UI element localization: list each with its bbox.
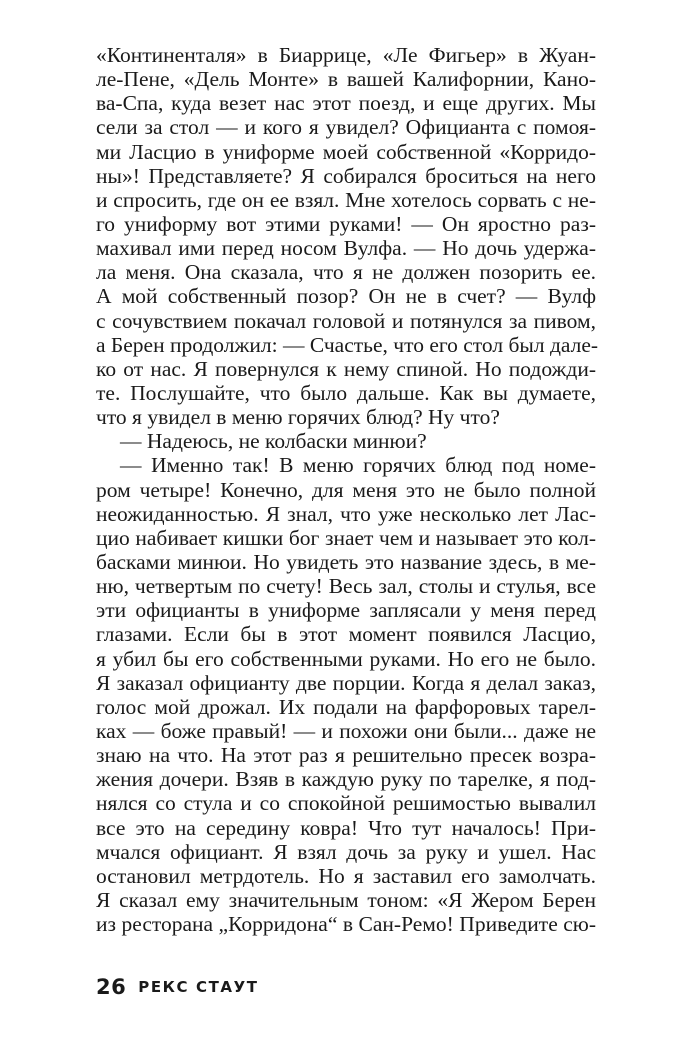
text-line: «Континенталя» в Биаррице, «Ле Фигьер» в Жуан-: [96, 43, 596, 67]
text-line: Я сказал ему значительным тоном: «Я Жером Берен: [96, 887, 596, 912]
text-line: с сочувствием покачал головой и потянулся за пивом,: [96, 308, 596, 333]
text-line: я убил бы его собственными руками. Но его не было.: [96, 646, 596, 671]
text-line: знаю на что. На этот раз я решительно пресек возра-: [96, 743, 596, 768]
text-line: что я увидел в меню горячих блюд? Ну что?: [96, 405, 500, 430]
text-line: го униформу вот этими руками! — Он яростно раз-: [96, 211, 596, 236]
text-line: неожиданностью. Я знал, что уже несколько лет Лас-: [96, 501, 596, 526]
text-line: ми Ласцио в униформе моей собственной «Корридо-: [96, 139, 596, 164]
text-line: а Берен продолжил: — Счастье, что его стол был дале-: [96, 332, 599, 357]
text-line: эти официанты в униформе заплясали у меня перед: [96, 598, 596, 623]
text-line: А мой собственный позор? Он не в счет? — Вулф: [96, 284, 596, 309]
text-line: из ресторана „Корридона“ в Сан-Ремо! Приведите сю-: [96, 912, 596, 937]
text-line: жения дочери. Взяв в каждую руку по тарелке, я под-: [96, 767, 596, 792]
text-line: ле-Пене, «Дель Монте» в вашей Калифорнии, Кано-: [96, 67, 596, 92]
text-line: ром четыре! Конечно, для меня это не было полной: [96, 477, 596, 502]
text-line: ла меня. Она сказала, что я не должен позорить ее.: [96, 260, 596, 285]
text-line: цио набивает кишки бог знает чем и называет это кол-: [96, 525, 596, 550]
page-footer: [96, 972, 259, 1002]
running-head-author: РЕКС СТАУТ: [138, 978, 259, 996]
text-line: махивал ими перед носом Вулфа. — Но дочь удержа-: [96, 236, 596, 261]
body-text: [96, 43, 599, 937]
text-line: остановил метрдотель. Но я заставил его замолчать.: [96, 863, 596, 888]
text-line: нялся со стула и со спокойной решимостью вывалил: [96, 791, 596, 816]
text-line: мчался официант. Я взял дочь за руку и ушел. Нас: [96, 839, 596, 864]
text-line: все это на середину ковра! Что тут началось! При-: [96, 815, 596, 840]
text-line: сели за стол — и кого я увидел? Официанта с помоя-: [96, 115, 596, 140]
text-line: голос мой дрожал. Их подали на фарфоровых тарел-: [96, 694, 596, 719]
dialogue-line: — Именно так! В меню горячих блюд под номе-: [120, 453, 596, 478]
text-line: ны»! Представляете? Я собирался броситься на него: [96, 163, 596, 188]
text-line: и спросить, где он ее взял. Мне хотелось сорвать с не-: [96, 187, 596, 212]
text-line: ко от нас. Я повернулся к нему спиной. Но подожди-: [96, 356, 596, 381]
text-line: ках — боже правый! — и похожи они были... даже не: [96, 718, 596, 743]
text-line: ню, четвертым по счету! Весь зал, столы и стулья, все: [96, 574, 596, 599]
text-line: Я заказал официанту две порции. Когда я делал заказ,: [96, 670, 596, 695]
text-line: глазами. Если бы в этот момент появился Ласцио,: [96, 622, 596, 647]
text-line: те. Послушайте, что было дальше. Как вы думаете,: [96, 380, 596, 405]
text-line: басками минюи. Но увидеть это название здесь, в ме-: [96, 549, 596, 574]
dialogue-line: — Надеюсь, не колбаски минюи?: [120, 429, 427, 454]
text-line: ва-Спа, куда везет нас этот поезд, и еще других. Мы: [96, 91, 596, 116]
page-number: 26: [96, 975, 127, 999]
